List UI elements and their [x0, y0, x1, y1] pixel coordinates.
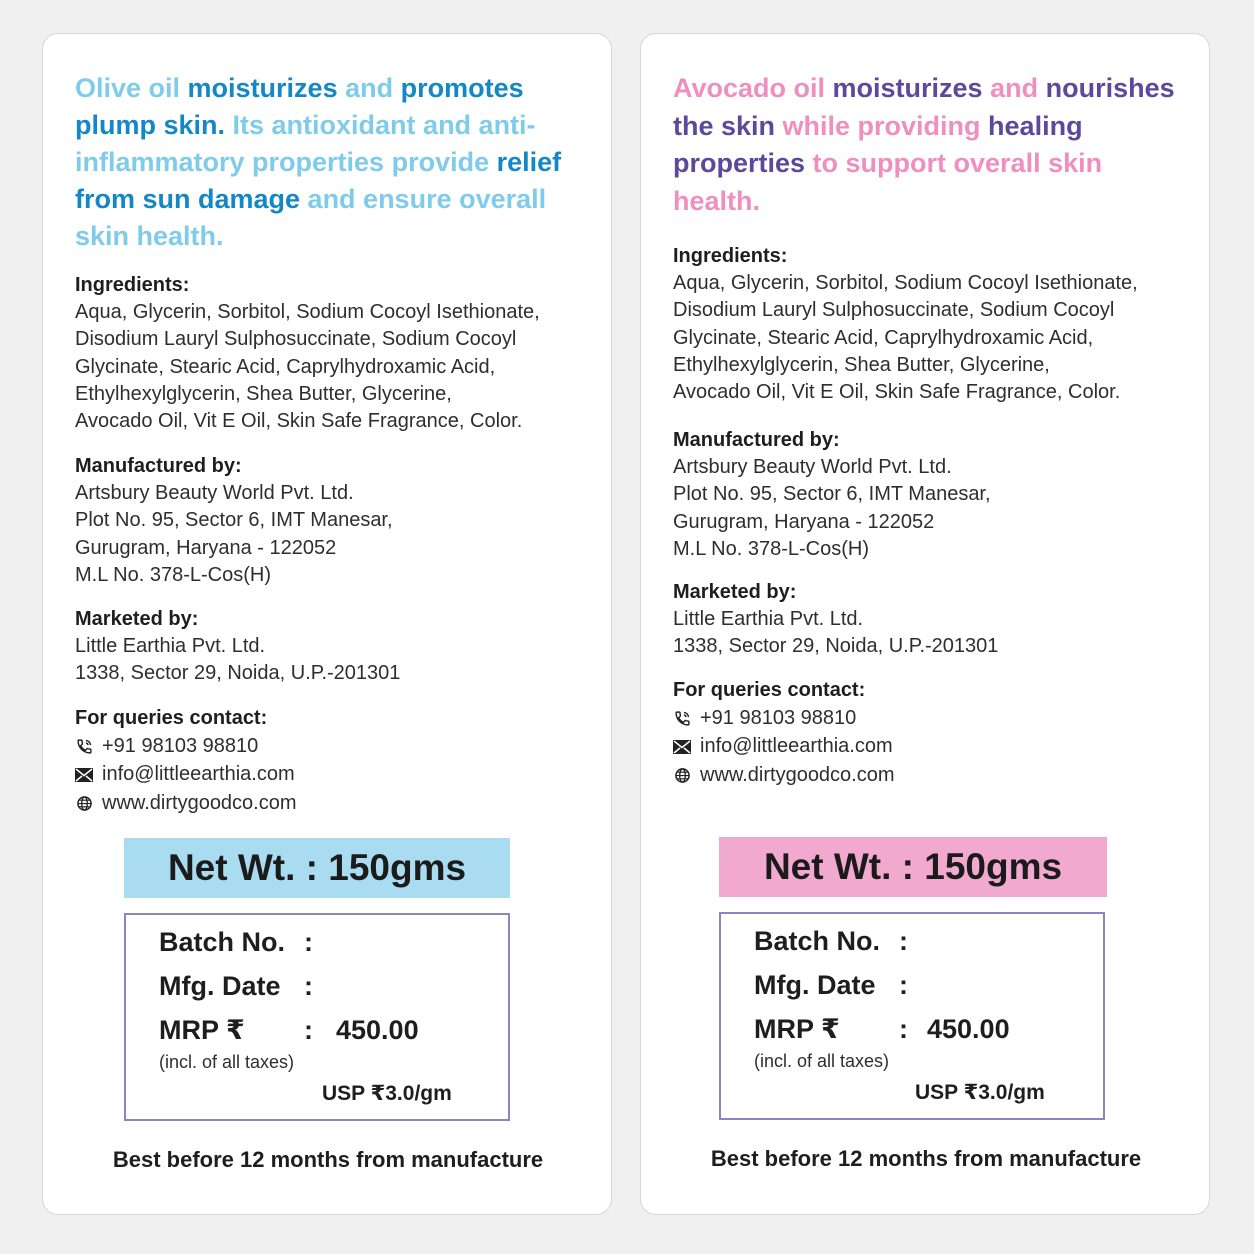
batch-colon: :	[899, 926, 908, 956]
intro-segment: Its antioxidant and anti-inflammatory properties provide	[75, 110, 536, 177]
website-url: www.dirtygoodco.com	[102, 791, 297, 814]
contact-section	[673, 677, 1193, 790]
label-card-olive	[42, 33, 612, 1215]
ingredients-line: Ethylhexylglycerin, Shea Butter, Glycerine,	[75, 382, 452, 405]
manufacturer-line: Artsbury Beauty World Pvt. Ltd.	[75, 482, 354, 504]
mrp-label: MRP ₹	[159, 1015, 245, 1045]
mrp-value: 450.00	[927, 1014, 1010, 1044]
tax-note: (incl. of all taxes)	[159, 1052, 295, 1072]
usp-text: USP ₹3.0/gm	[322, 1082, 452, 1105]
marketer-line: 1338, Sector 29, Noida, U.P.-201301	[673, 635, 999, 658]
marketer-details	[673, 606, 1193, 661]
intro-segment: and	[345, 73, 401, 103]
phone-icon	[75, 737, 93, 755]
intro-segment: nourishes the skin	[673, 73, 1175, 141]
mail-icon	[75, 766, 93, 784]
mail-icon	[673, 738, 691, 756]
ingredients-list	[673, 270, 1193, 406]
manufacturer-line: Gurugram, Haryana - 122052	[673, 510, 935, 533]
ingredients-section	[673, 243, 1193, 406]
mfg-date-label: Mfg. Date	[754, 970, 876, 1000]
ingredients-line: Aqua, Glycerin, Sorbitol, Sodium Cocoyl Isethionate,	[75, 301, 540, 323]
batch-label: Batch No.	[159, 927, 286, 957]
contact-title: For queries contact:	[673, 679, 866, 701]
marketer-title: Marketed by:	[75, 608, 199, 630]
website-row	[75, 789, 595, 818]
intro-segment: to support overall skin health.	[673, 148, 1103, 216]
website-url: www.dirtygoodco.com	[700, 763, 895, 786]
ingredients-line: Glycinate, Stearic Acid, Caprylhydroxamic Acid,	[673, 326, 1094, 349]
marketer-line: 1338, Sector 29, Noida, U.P.-201301	[75, 662, 401, 685]
manufacturer-line: M.L No. 378-L-Cos(H)	[673, 537, 869, 560]
phone-number: +91 98103 98810	[700, 706, 857, 729]
batch-info-box	[124, 913, 510, 1121]
phone-number: +91 98103 98810	[102, 734, 259, 757]
ingredients-list	[75, 299, 595, 435]
intro-segment: Avocado oil	[673, 73, 833, 103]
email-address: info@littleearthia.com	[700, 735, 893, 758]
manufacturer-details	[75, 480, 595, 589]
ingredients-line: Ethylhexylglycerin, Shea Butter, Glycerine,	[673, 353, 1050, 376]
manufacturer-section	[673, 427, 1193, 563]
mrp-colon: :	[304, 1015, 313, 1045]
intro-segment: moisturizes	[187, 73, 346, 103]
ingredients-line: Glycinate, Stearic Acid, Caprylhydroxamic Acid,	[75, 355, 496, 378]
marketer-section	[75, 606, 595, 688]
ingredients-title: Ingredients:	[673, 245, 788, 267]
website-row	[673, 761, 1193, 790]
net-weight-band	[124, 838, 510, 898]
best-before-text: Best before 12 months from manufacture	[112, 1147, 544, 1172]
intro-segment: and	[990, 73, 1046, 103]
manufacturer-line: Gurugram, Haryana - 122052	[75, 536, 337, 559]
manufacturer-line: M.L No. 378-L-Cos(H)	[75, 563, 271, 586]
ingredients-line: Avocado Oil, Vit E Oil, Skin Safe Fragrance, Color.	[75, 410, 523, 433]
ingredients-title: Ingredients:	[75, 274, 190, 296]
ingredients-line: Disodium Lauryl Sulphosuccinate, Sodium Cocoyl	[75, 328, 517, 351]
ingredients-line: Disodium Lauryl Sulphosuccinate, Sodium Cocoyl	[673, 299, 1115, 322]
globe-icon	[75, 794, 93, 812]
mrp-colon: :	[899, 1014, 908, 1044]
intro-segment: Olive oil	[75, 73, 188, 103]
ingredients-section	[75, 272, 595, 435]
mfg-date-colon: :	[304, 971, 313, 1001]
net-weight-text: Net Wt. : 150gms	[763, 846, 1063, 887]
mrp-label: MRP ₹	[754, 1014, 840, 1044]
mfg-date-label: Mfg. Date	[159, 971, 281, 1001]
intro-segment: and ensure overall skin health.	[75, 184, 547, 251]
intro-segment: healing properties	[673, 110, 1083, 178]
batch-label: Batch No.	[754, 926, 881, 956]
intro-segment: while providing	[782, 110, 989, 141]
intro-segment: moisturizes	[832, 73, 991, 103]
manufacturer-line: Plot No. 95, Sector 6, IMT Manesar,	[673, 483, 991, 506]
contact-section	[75, 705, 595, 818]
phone-row	[673, 704, 1193, 733]
marketer-details	[75, 633, 595, 688]
marketer-line: Little Earthia Pvt. Ltd.	[673, 608, 864, 630]
intro-segment: relief from sun damage	[75, 147, 562, 214]
batch-info-box	[719, 912, 1105, 1120]
contact-title: For queries contact:	[75, 707, 268, 729]
globe-icon	[673, 766, 691, 784]
marketer-section	[673, 579, 1193, 661]
best-before-text: Best before 12 months from manufacture	[710, 1146, 1142, 1171]
marketer-title: Marketed by:	[673, 581, 797, 603]
intro-text	[673, 70, 1193, 220]
net-weight-text: Net Wt. : 150gms	[167, 847, 467, 888]
tax-note: (incl. of all taxes)	[754, 1051, 890, 1071]
manufacturer-line: Plot No. 95, Sector 6, IMT Manesar,	[75, 509, 393, 532]
phone-icon	[673, 709, 691, 727]
manufacturer-details	[673, 454, 1193, 563]
mfg-date-colon: :	[899, 970, 908, 1000]
net-weight-band	[719, 837, 1107, 897]
batch-colon: :	[304, 927, 313, 957]
email-address: info@littleearthia.com	[102, 763, 295, 786]
manufacturer-line: Artsbury Beauty World Pvt. Ltd.	[673, 456, 952, 478]
ingredients-line: Avocado Oil, Vit E Oil, Skin Safe Fragrance, Color.	[673, 381, 1121, 404]
phone-row	[75, 732, 595, 761]
label-card-avocado	[640, 33, 1210, 1215]
mrp-value: 450.00	[336, 1015, 419, 1045]
ingredients-line: Aqua, Glycerin, Sorbitol, Sodium Cocoyl Isethionate,	[673, 272, 1138, 294]
marketer-line: Little Earthia Pvt. Ltd.	[75, 635, 266, 657]
usp-text: USP ₹3.0/gm	[915, 1081, 1045, 1104]
email-row	[75, 761, 595, 790]
manufacturer-title: Manufactured by:	[75, 455, 242, 477]
intro-segment: promotes plump skin.	[75, 73, 524, 140]
manufacturer-title: Manufactured by:	[673, 429, 840, 451]
manufacturer-section	[75, 453, 595, 589]
email-row	[673, 733, 1193, 762]
intro-text	[75, 70, 595, 255]
